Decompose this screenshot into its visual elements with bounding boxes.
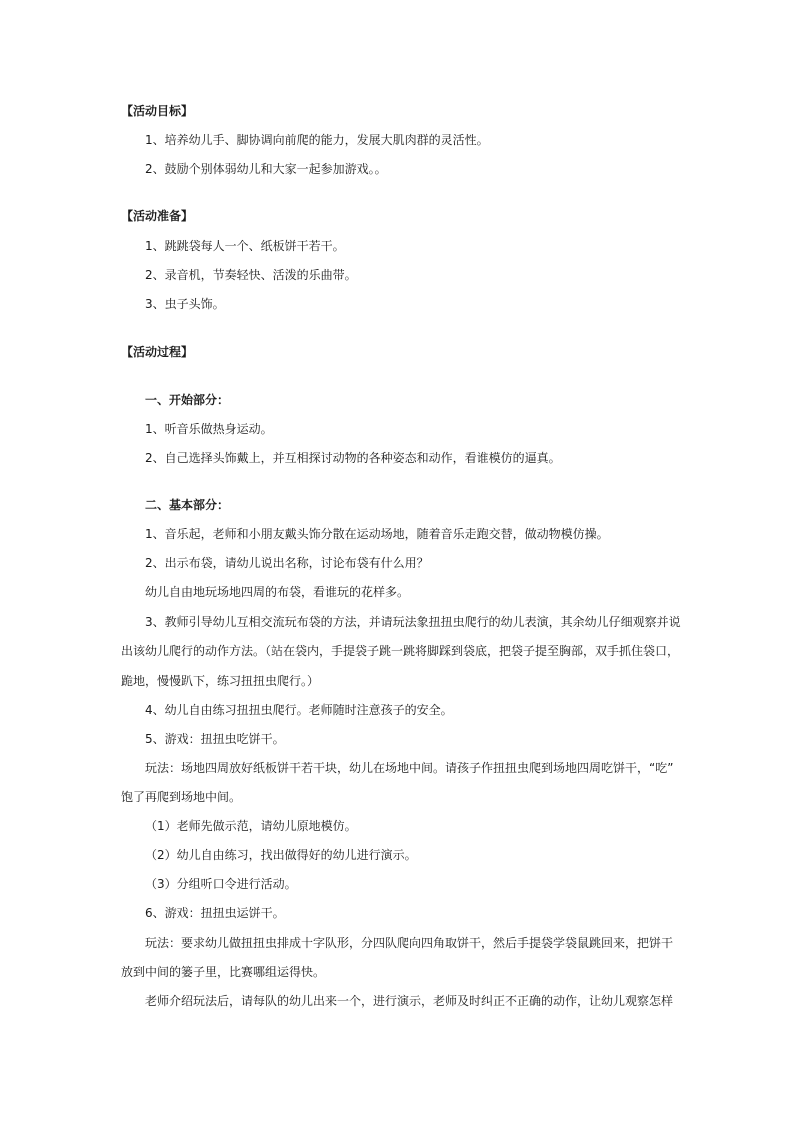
part2-line: 跪地，慢慢趴下，练习扭扭虫爬行。）	[121, 674, 320, 688]
part2-line: 2、出示布袋，请幼儿说出名称，讨论布袋有什么用？	[145, 556, 429, 570]
part2-line: （3）分组听口令进行活动。	[145, 877, 297, 891]
part2-line: （2）幼儿自由练习，找出做得好的幼儿进行演示。	[145, 848, 417, 862]
part2-line: 饱了再爬到场地中间。	[121, 790, 242, 804]
goal-item: 1、培养幼儿手、脚协调向前爬的能力，发展大肌肉群的灵活性。	[145, 133, 489, 147]
part2-line: 出该幼儿爬行的动作方法。（站在袋内，手提袋子跳一跳将脚踩到袋底，把袋子提至胸部，双手抓住袋口，	[121, 644, 680, 658]
part2-line: 玩法：场地四周放好纸板饼干若干块，幼儿在场地中间。请孩子作扭扭虫爬到场地四周吃饼干，“吃”	[145, 761, 674, 775]
part2-line: 放到中间的篓子里，比赛哪组运得快。	[121, 965, 326, 979]
part2-line: 5、游戏：扭扭虫吃饼干。	[145, 732, 285, 746]
part1-item: 1、听音乐做热身运动。	[145, 422, 273, 436]
prep-item: 1、跳跳袋每人一个、纸板饼干若干。	[145, 239, 345, 253]
goal-item: 2、鼓励个别体弱幼儿和大家一起参加游戏。。	[145, 162, 387, 176]
section-heading-goals: 【活动目标】	[121, 104, 194, 118]
part2-title: 二、基本部分：	[145, 498, 230, 512]
prep-item: 3、虫子头饰。	[145, 297, 225, 311]
part2-line: 玩法：要求幼儿做扭扭虫排成十字队形，分四队爬向四角取饼干，然后手提袋学袋鼠跳回来，把饼干	[145, 936, 674, 950]
part1-title: 一、开始部分：	[145, 393, 230, 407]
part2-line: 6、游戏：扭扭虫运饼干。	[145, 906, 285, 920]
section-heading-process: 【活动过程】	[121, 345, 194, 359]
prep-item: 2、录音机，节奏轻快、活泼的乐曲带。	[145, 268, 357, 282]
section-heading-preparation: 【活动准备】	[121, 209, 194, 223]
part1-item: 2、自己选择头饰戴上，并互相探讨动物的各种姿态和动作，看谁模仿的逼真。	[145, 451, 561, 465]
part2-line: 幼儿自由地玩场地四周的布袋，看谁玩的花样多。	[145, 585, 410, 599]
part2-line: 老师介绍玩法后，请每队的幼儿出来一个，进行演示，老师及时纠正不正确的动作，让幼儿观察怎样	[145, 994, 674, 1008]
part2-line: 1、音乐起，老师和小朋友戴头饰分散在运动场地，随着音乐走跑交替，做动物模仿操。	[145, 527, 609, 541]
part2-line: （1）老师先做示范，请幼儿原地模仿。	[145, 819, 357, 833]
part2-line: 4、幼儿自由练习扭扭虫爬行。老师随时注意孩子的安全。	[145, 703, 453, 717]
part2-line: 3、教师引导幼儿互相交流玩布袋的方法，并请玩法象扭扭虫爬行的幼儿表演，其余幼儿仔细观察并说	[145, 615, 681, 629]
